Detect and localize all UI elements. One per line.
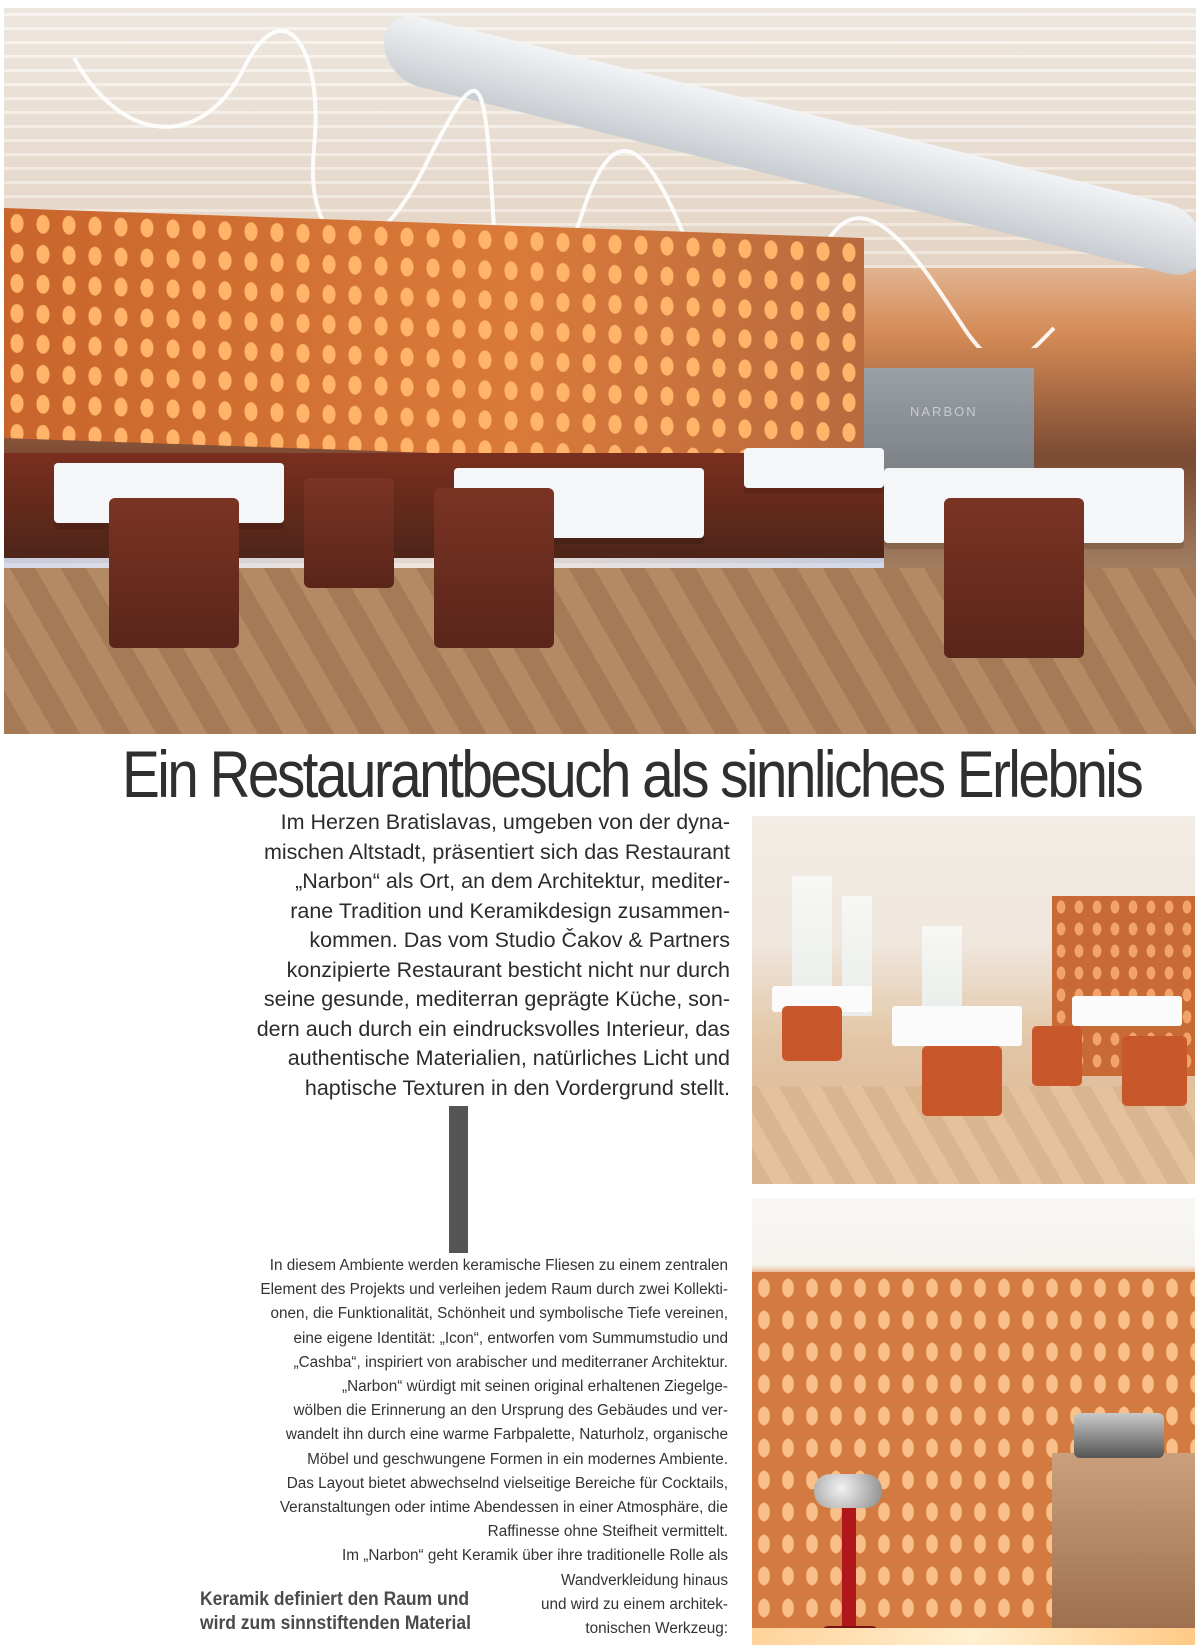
body-line: Element des Projekts und verleihen jedem Raum durch zwei Kollekti-	[260, 1281, 728, 1299]
lead-line: haptische Texturen in den Vordergrund stellt.	[304, 1075, 730, 1100]
arched-window	[922, 926, 962, 1016]
body-line: eine eigene Identität: „Icon“, entworfen vom Summumstudio und	[293, 1329, 728, 1347]
body-paragraph	[180, 1254, 728, 1641]
body-line: wölben die Erinnerung an den Ursprung des Gebäudes und ver-	[293, 1402, 728, 1420]
lead-line: mischen Altstadt, präsentiert sich das Restaurant	[263, 839, 730, 864]
pull-quote-line: Keramik definiert den Raum und	[200, 1589, 470, 1610]
chair	[1122, 1036, 1187, 1106]
chair	[434, 488, 554, 648]
lead-line: dern auch durch ein eindrucksvolles Interieur, das	[256, 1016, 730, 1041]
chair	[944, 498, 1084, 658]
chair	[304, 478, 394, 588]
dining-room-photo	[752, 816, 1195, 1184]
ceramic-lattice-wall	[4, 208, 864, 468]
coffee-machine	[1074, 1413, 1164, 1458]
chair	[109, 498, 239, 648]
chair	[1032, 1026, 1082, 1086]
floor-light-strip	[752, 1628, 1195, 1645]
bar-counter	[1052, 1453, 1195, 1645]
body-line: Veranstaltungen oder intime Abendessen in einer Atmosphäre, die	[279, 1499, 728, 1517]
lead-line: seine gesunde, mediterran geprägte Küche, son-	[263, 987, 730, 1011]
meat-slicer-stand	[842, 1498, 856, 1628]
narbon-sign: NARBON	[910, 404, 978, 419]
body-line: Möbel und geschwungene Formen in ein modernes Ambiente.	[307, 1450, 728, 1468]
lead-line: authentische Materialien, natürliches Licht und	[287, 1046, 730, 1070]
lead-line: „Narbon“ als Ort, an dem Architektur, mediter-	[295, 869, 730, 893]
chair	[782, 1006, 842, 1061]
chair	[922, 1046, 1002, 1116]
lead-line: kommen. Das vom Studio Čakov & Partners	[309, 928, 730, 952]
body-line: tonischen Werkzeug:	[585, 1620, 728, 1638]
lead-line: rane Tradition und Keramikdesign zusammen-	[290, 898, 730, 923]
body-line: „Cashba“, inspiriert von arabischer und mediterraner Architektur.	[293, 1353, 728, 1371]
body-line: onen, die Funktionalität, Schönheit und symbolische Tiefe vereinen,	[270, 1305, 728, 1323]
body-line: In diesem Ambiente werden keramische Fliesen zu einem zentralen	[269, 1257, 728, 1274]
bar-area-photo	[752, 1198, 1195, 1645]
body-line: Das Layout bietet abwechselnd vielseitige Bereiche für Cocktails,	[286, 1474, 728, 1492]
article-headline: Ein Restaurantbesuch als sinnliches Erlebnis	[122, 737, 1142, 811]
pull-quote	[200, 1588, 476, 1636]
table	[744, 448, 884, 488]
table	[892, 1006, 1022, 1046]
body-line: „Narbon“ würdigt mit seinen original erhaltenen Ziegelge-	[341, 1378, 728, 1396]
lead-line: Im Herzen Bratislavas, umgeben von der dyna-	[280, 810, 730, 834]
hero-restaurant-photo	[4, 8, 1196, 734]
table	[1072, 996, 1182, 1026]
back-wall-sign	[864, 368, 1034, 478]
lead-line: konzipierte Restaurant besticht nicht nur durch	[286, 957, 730, 982]
meat-slicer	[814, 1474, 882, 1508]
body-line: wandelt ihn durch eine warme Farbpalette, Naturholz, organische	[285, 1426, 728, 1444]
body-line: Wandverkleidung hinaus	[561, 1571, 728, 1589]
body-line: und wird zu einem architek-	[540, 1595, 728, 1613]
vertical-accent-bar	[449, 1106, 468, 1253]
pull-quote-line: wird zum sinnstiftenden Material	[200, 1613, 471, 1634]
lead-paragraph	[170, 808, 730, 1103]
body-line: Raffinesse ohne Steifheit vermittelt.	[487, 1523, 728, 1541]
body-line: Im „Narbon“ geht Keramik über ihre traditionelle Rolle als	[342, 1547, 728, 1565]
